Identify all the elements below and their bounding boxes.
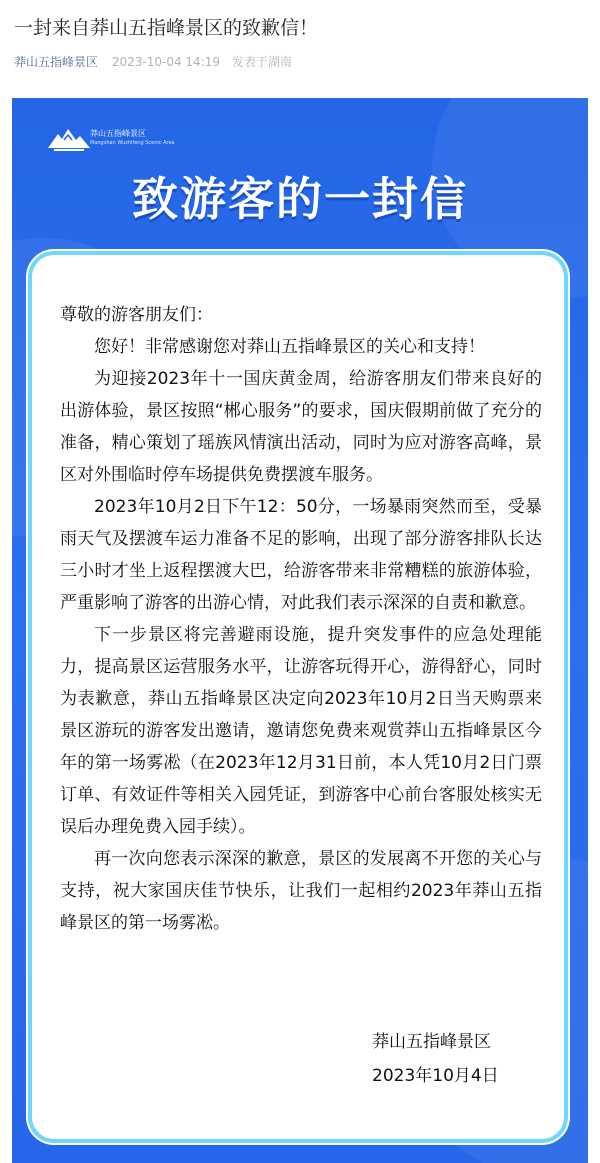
letter-paragraph: 2023年10月2日下午12：50分，一场暴雨突然而至，受暴雨天气及摆渡车运力准备不足的影响，出现了部分游客排队长达三小时才坐上返程摆渡大巴，给游客带来非常糟糕的旅游体验，严重影响了游客的出游心情，对此我们表示深深的自责和歉意。: [60, 497, 542, 613]
article-meta: [14, 52, 292, 72]
logo-name: 莽山五指峰景区: [90, 129, 146, 138]
letter-paragraph: 再一次向您表示深深的歉意，景区的发展离不开您的关心与支持，祝大家国庆佳节快乐，让我们一起相约2023年莽山五指峰景区的第一场雾凇。: [60, 849, 542, 933]
publish-date: 2023-10-04 14:19: [111, 55, 220, 69]
mountain-logo-icon: [46, 126, 92, 152]
signature-org: 莽山五指峰景区: [372, 1032, 491, 1052]
letter-card: [32, 255, 564, 1139]
article-title: 一封来自莽山五指峰景区的致歉信！: [14, 17, 319, 39]
letter-salutation: 尊敬的游客朋友们：: [60, 305, 213, 325]
logo-subtitle: Mangshan Wuzhifeng Scenic Area: [90, 140, 175, 146]
letter-paragraph: 您好！非常感谢您对莽山五指峰景区的关心和支持！: [94, 337, 485, 357]
apology-poster: [12, 98, 588, 1163]
letter-paragraph: 为迎接2023年十一国庆黄金周，给游客朋友们带来良好的出游体验，景区按照“郴心服务”的要求，国庆假期前做了充分的准备，精心策划了瑶族风情演出活动，同时为应对游客高峰，景区对外围临时停车场提供免费摆渡车服务。: [60, 369, 542, 485]
account-name-link[interactable]: 莽山五指峰景区: [14, 55, 99, 69]
publish-location: 发表于湖南: [231, 55, 292, 69]
signature-date: 2023年10月4日: [372, 1066, 499, 1086]
letter-signature: [372, 1025, 542, 1093]
letter-body: [60, 299, 542, 939]
poster-title: 致游客的一封信: [132, 172, 468, 226]
scenic-area-logo: [46, 126, 196, 156]
letter-paragraph: 下一步景区将完善避雨设施，提升突发事件的应急处理能力，提高景区运营服务水平，让游客玩得开心，游得舒心，同时为表歉意，莽山五指峰景区决定向2023年10月2日当天购票来景区游玩的游客发出邀请，邀请您免费来观赏莽山五指峰景区今年的第一场雾凇（在2023年12月31日前，本人凭10月2日门票订单、有效证件等相关入园凭证，到游客中心前台客服处核实无误后办理免费入园手续）。: [60, 625, 542, 837]
